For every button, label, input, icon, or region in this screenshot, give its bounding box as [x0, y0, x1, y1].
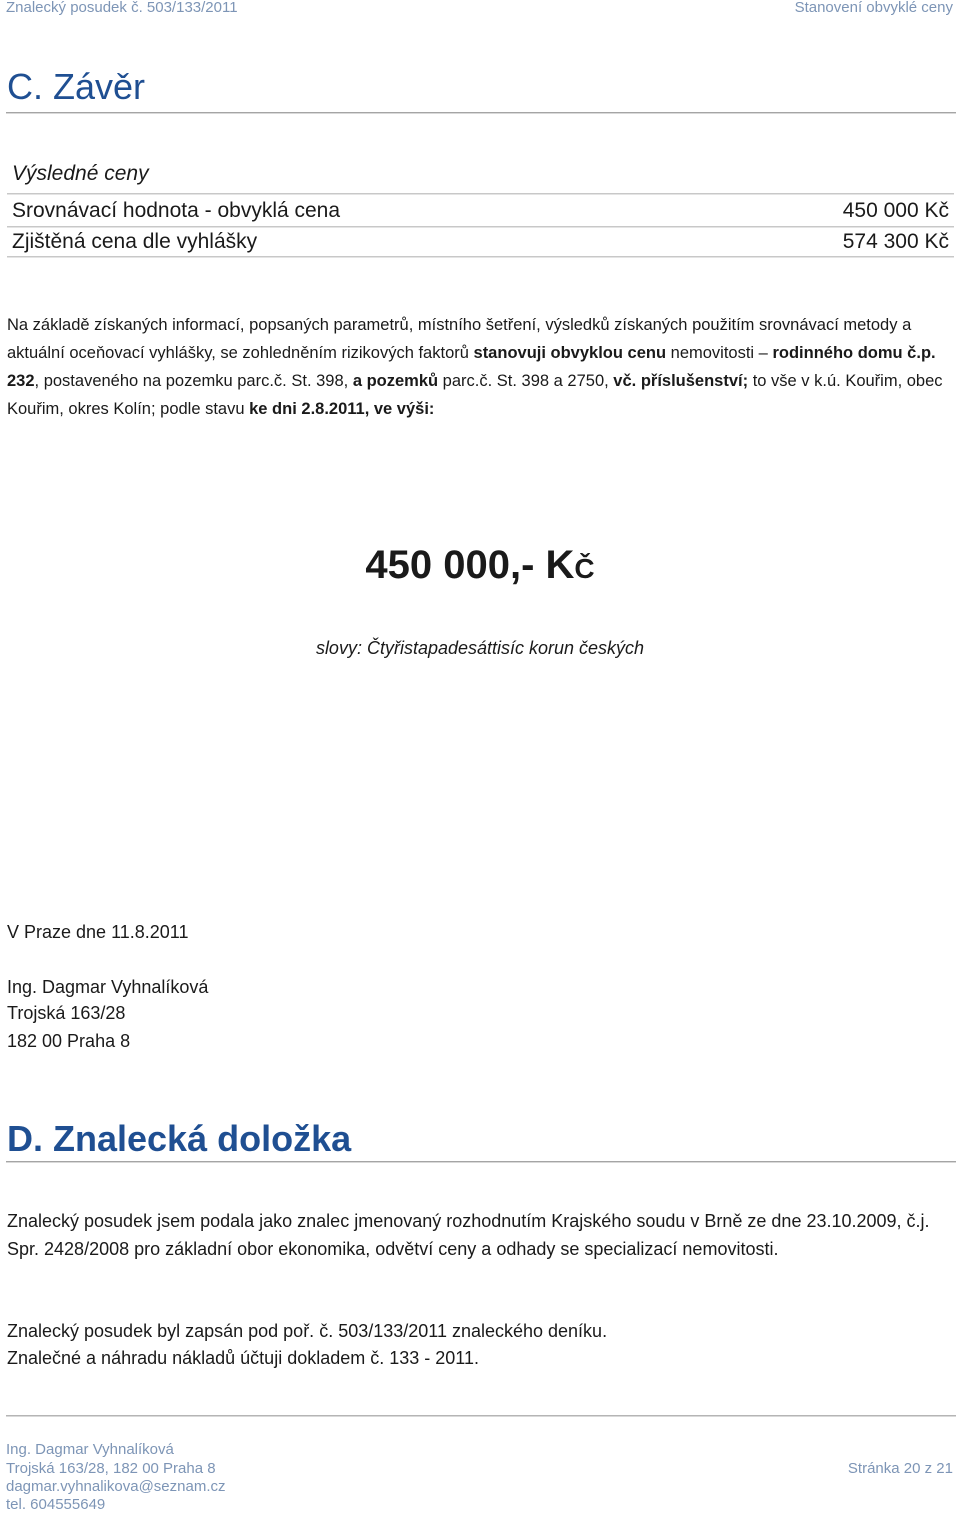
footer-phone: tel. 604555649 — [6, 1496, 106, 1513]
table-border-mid — [7, 226, 954, 227]
para-text: nemovitosti – — [666, 344, 773, 362]
final-price-currency: Kč — [545, 543, 595, 587]
final-price-amount: 450 000,- — [365, 543, 546, 587]
para-text: to vše v k.ú. Kouřim, obec Kouřim, okres Kolín; podle stavu — [7, 372, 943, 418]
para-bold: 232 — [7, 372, 35, 390]
signature-city: 182 00 Praha 8 — [7, 1031, 131, 1051]
row-value-comparative-value: 450 000 Kč — [842, 199, 949, 222]
table-border-bottom — [7, 256, 954, 257]
table-border-top — [7, 193, 954, 194]
section-c-rule — [6, 112, 956, 113]
para-text: , postaveného na pozemku parc.č. St. 398, — [34, 372, 353, 390]
registration-paragraph: Znalecký posudek byl zapsán pod poř. č. 503/133/2011 znaleckého deníku. — [7, 1321, 608, 1341]
place-date: V Praze dne 11.8.2011 — [7, 922, 189, 942]
para-bold: vč. příslušenství; — [613, 372, 749, 390]
table-row — [7, 229, 954, 255]
signature-street: Trojská 163/28 — [7, 1003, 126, 1023]
section-c-heading: C. Závěr — [7, 66, 146, 107]
running-header-left: Znalecký posudek č. 503/133/2011 — [6, 0, 238, 16]
signature-name: Ing. Dagmar Vyhnalíková — [7, 977, 209, 997]
table-row — [7, 198, 954, 224]
footer-rule — [6, 1415, 956, 1416]
row-value-decree-price: 574 300 Kč — [842, 230, 949, 253]
footer-email: dagmar.vyhnalikova@seznam.cz — [6, 1478, 226, 1495]
para-text: parc.č. St. 398 a 2750, — [438, 372, 614, 390]
section-d-heading: D. Znalecká doložka — [7, 1118, 352, 1159]
final-price — [0, 540, 960, 590]
results-table-title: Výsledné ceny — [12, 162, 149, 185]
para-bold: stanovuji obvyklou cenu — [473, 344, 667, 362]
para-bold: a pozemků — [352, 372, 439, 390]
footer-address: Trojská 163/28, 182 00 Praha 8 — [6, 1460, 216, 1477]
para-text: Na základě získaných informací, popsaných parametrů, místního šetření, výsledků získaných použitím srovnávací metody a aktuální oceňovací vyhlášky, se zohledněním rizikových faktorů — [7, 316, 912, 362]
footer-name: Ing. Dagmar Vyhnalíková — [6, 1441, 174, 1458]
valuation-paragraph — [7, 311, 952, 423]
para-bold: ke dni 2.8.2011, ve výši: — [249, 400, 435, 418]
section-d-rule — [6, 1161, 956, 1162]
fee-paragraph: Znalečné a náhradu nákladů účtuji dokladem č. 133 - 2011. — [7, 1348, 479, 1368]
row-label-comparative-value: Srovnávací hodnota - obvyklá cena — [12, 199, 341, 222]
para-bold: rodinného domu č.p. — [772, 344, 936, 362]
running-header-right: Stanovení obvyklé ceny — [794, 0, 953, 16]
footer-page-number: Stránka 20 z 21 — [847, 1460, 953, 1477]
price-in-words: slovy: Čtyřistapadesáttisíc korun českých — [315, 638, 645, 658]
expert-clause-paragraph: Znalecký posudek jsem podala jako znalec jmenovaný rozhodnutím Krajského soudu v Brně ze dne 23.10.2009, č.j. Spr. 2428/2008 pro základní obor ekonomika, odvětví ceny a odhady se specializací nemovitosti. — [7, 1211, 930, 1259]
row-label-decree-price: Zjištěná cena dle vyhlášky — [12, 230, 258, 253]
